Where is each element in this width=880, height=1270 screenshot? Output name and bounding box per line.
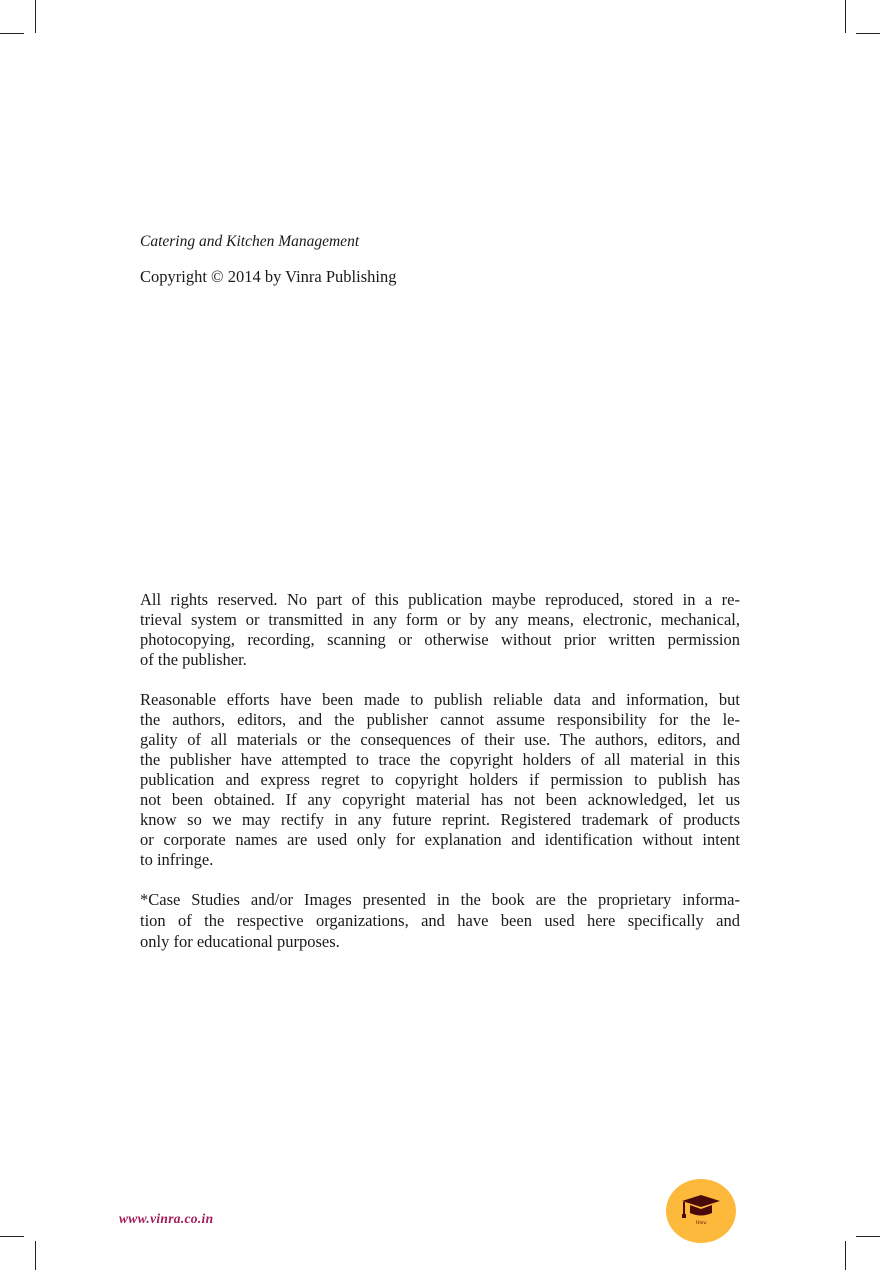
- text-line: the publisher have attempted to trace the copyright holders of all material in this: [140, 750, 740, 769]
- text-line: All rights reserved. No part of this publication maybe reproduced, stored in a re-: [140, 590, 740, 609]
- crop-mark: [845, 0, 846, 33]
- text-line: only for educational purposes.: [140, 932, 340, 951]
- publisher-logo: [666, 1179, 736, 1243]
- text-line: of the publisher.: [140, 650, 247, 669]
- crop-mark: [35, 0, 36, 33]
- text-line: the authors, editors, and the publisher cannot assume responsibility for the le-: [140, 710, 740, 729]
- text-line: *Case Studies and/or Images presented in the book are the proprietary informa-: [140, 890, 740, 909]
- crop-mark: [845, 1241, 846, 1270]
- crop-mark: [35, 1241, 36, 1270]
- book-title: Catering and Kitchen Management: [140, 233, 360, 250]
- text-line: photocopying, recording, scanning or otherwise without prior written permission: [140, 630, 740, 649]
- text-line: or corporate names are used only for explanation and identification without intent: [140, 830, 740, 849]
- text-line: gality of all materials or the consequences of their use. The authors, editors, and: [140, 730, 740, 749]
- text-line: know so we may rectify in any future reprint. Registered trademark of products: [140, 810, 740, 829]
- text-line: tion of the respective organizations, and have been used here specifically and: [140, 911, 740, 930]
- text-line: to infringe.: [140, 850, 214, 869]
- copyright-line: Copyright © 2014 by Vinra Publishing: [140, 267, 397, 286]
- text-line: trieval system or transmitted in any form or by any means, electronic, mechanical,: [140, 610, 740, 629]
- svg-text:Vinra: Vinra: [695, 1221, 707, 1226]
- text-line: not been obtained. If any copyright material has not been acknowledged, let us: [140, 790, 740, 809]
- crop-mark: [856, 1236, 880, 1237]
- crop-mark: [0, 1236, 24, 1237]
- text-line: publication and express regret to copyright holders if permission to publish has: [140, 770, 740, 789]
- crop-mark: [856, 33, 880, 34]
- text-line: Reasonable efforts have been made to publish reliable data and information, but: [140, 690, 740, 709]
- crop-mark: [0, 33, 24, 34]
- website-link[interactable]: www.vinra.co.in: [119, 1211, 214, 1226]
- graduation-cap-icon: [666, 1179, 736, 1243]
